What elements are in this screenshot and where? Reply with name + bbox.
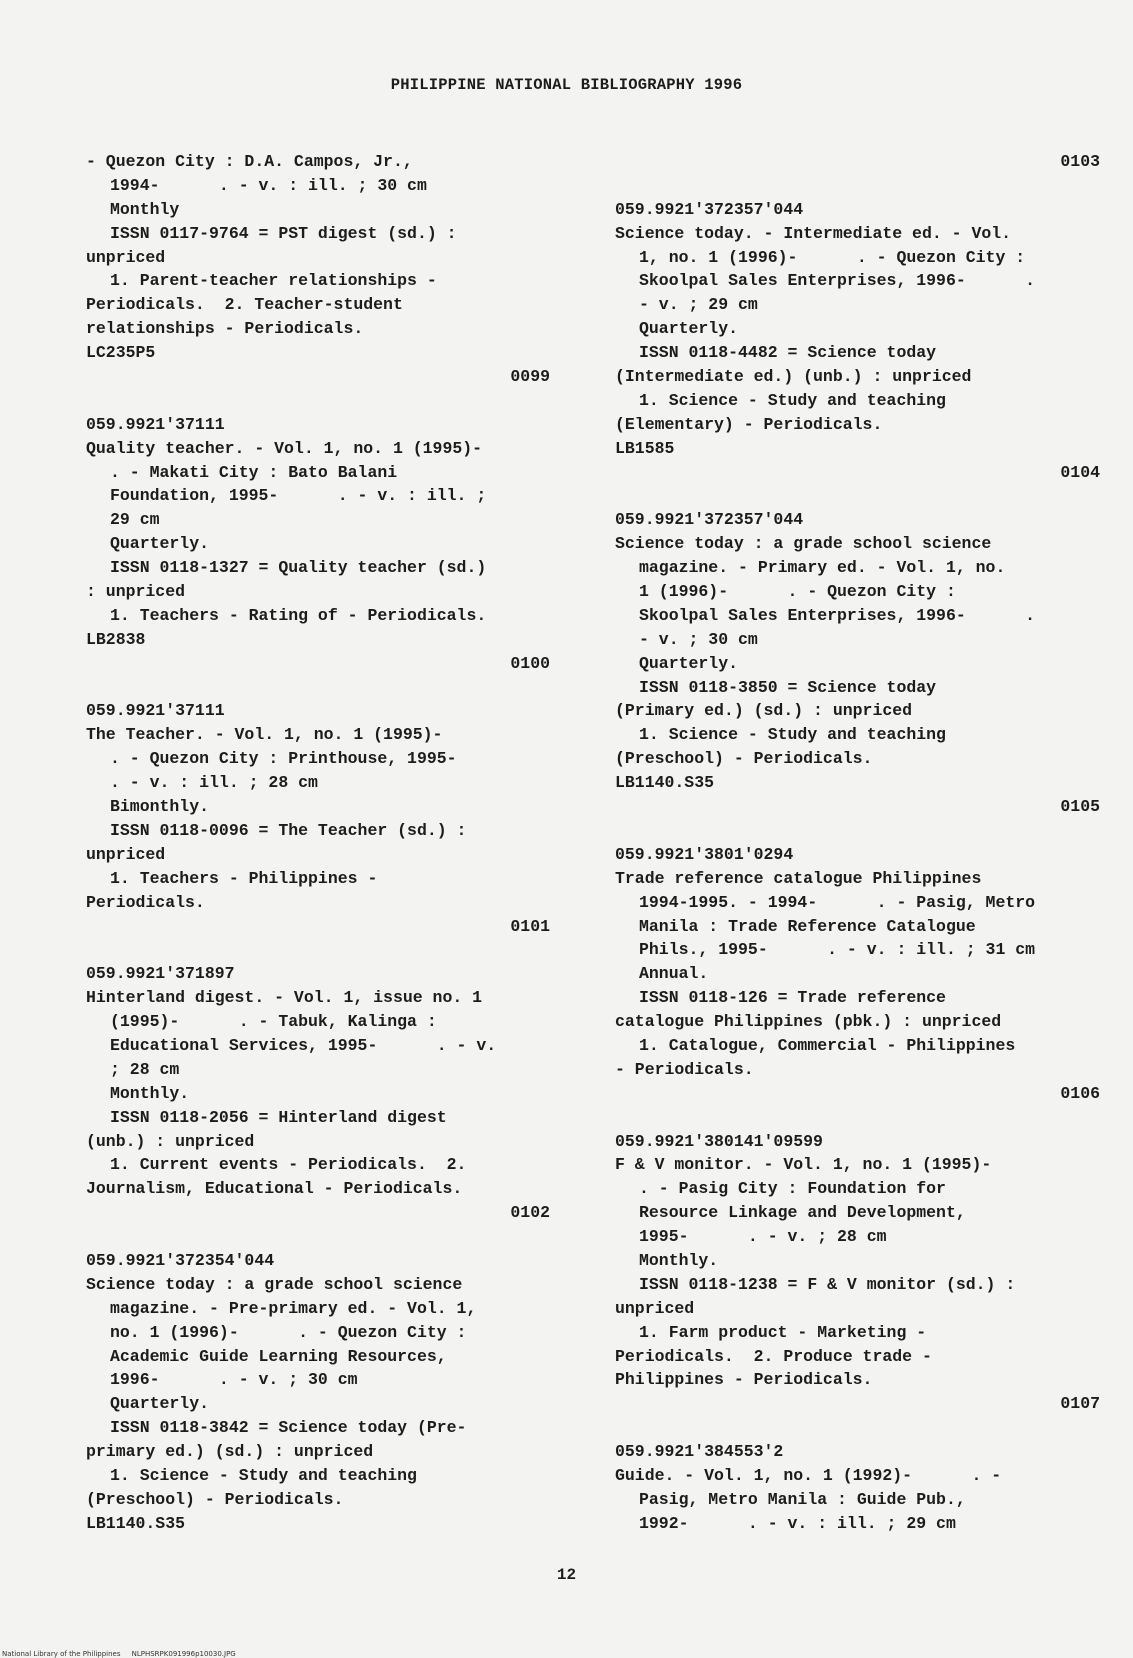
text-line: (Primary ed.) (sd.) : unpriced [615, 701, 913, 721]
text-line: 1. Catalogue, Commercial - Philippines [639, 1035, 1016, 1055]
text-line: magazine. - Primary ed. - Vol. 1, no. [639, 558, 1006, 578]
left-column [86, 150, 556, 1536]
text-line: Educational Services, 1995- . - v. [110, 1035, 497, 1055]
text-line: Periodicals. 2. Teacher-student [86, 295, 403, 315]
text-line: 1. Science - Study and teaching [110, 1465, 417, 1485]
text-line: 1. Teachers - Philippines - [110, 868, 378, 888]
text-line: 059.9921'37111 [86, 414, 225, 434]
text-line: ISSN 0118-0096 = The Teacher (sd.) : [110, 820, 467, 840]
text-line: LB1585 [615, 438, 675, 458]
text-line: Manila : Trade Reference Catalogue [639, 916, 976, 936]
text-line: The Teacher. - Vol. 1, no. 1 (1995)- [86, 725, 443, 745]
text-line: ISSN 0118-2056 = Hinterland digest [110, 1107, 447, 1127]
text-line: Skoolpal Sales Enterprises, 1996- . [639, 271, 1036, 291]
page-number: 12 [556, 1566, 577, 1584]
text-line: Skoolpal Sales Enterprises, 1996- . [639, 605, 1036, 625]
text-line: Periodicals. 2. Produce trade - [615, 1346, 932, 1366]
text-line: ISSN 0118-1327 = Quality teacher (sd.) [110, 558, 487, 578]
text-line: LC235P5 [86, 343, 156, 363]
text-line: no. 1 (1996)- . - Quezon City : [110, 1322, 467, 1342]
text-line: . - Quezon City : Printhouse, 1995- [110, 749, 457, 769]
text-line: Science today : a grade school science [86, 1274, 463, 1294]
text-line: F & V monitor. - Vol. 1, no. 1 (1995)- [615, 1155, 992, 1175]
text-line: (Elementary) - Periodicals. [615, 414, 883, 434]
page-title: PHILIPPINE NATIONAL BIBLIOGRAPHY 1996 [390, 76, 743, 94]
text-line: 1. Current events - Periodicals. 2. [110, 1155, 467, 1175]
entry-number: 0105 [1060, 797, 1100, 817]
text-line: Science today. - Intermediate ed. - Vol. [615, 223, 1012, 243]
spacer [615, 1416, 1100, 1440]
text-line: 1. Farm product - Marketing - [639, 1322, 927, 1342]
text-line: 059.9921'384553'2 [615, 1442, 784, 1462]
entry-number: 0100 [510, 653, 550, 673]
text-line: - v. ; 29 cm [639, 295, 758, 315]
text-line: 1994-1995. - 1994- . - Pasig, Metro [639, 892, 1036, 912]
text-line: 059.9921'371897 [86, 964, 235, 984]
text-line: 1995- . - v. ; 28 cm [639, 1227, 887, 1247]
text-line: Foundation, 1995- . - v. : ill. ; [110, 486, 487, 506]
text-line: (1995)- . - Tabuk, Kalinga : [110, 1012, 437, 1032]
text-line: Phils., 1995- . - v. : ill. ; 31 cm [639, 940, 1036, 960]
text-line: 059.9921'372357'044 [615, 199, 804, 219]
text-line: (Intermediate ed.) (unb.) : unpriced [615, 367, 972, 387]
text-line: 1. Science - Study and teaching [639, 390, 946, 410]
text-line: Pasig, Metro Manila : Guide Pub., [639, 1489, 966, 1509]
text-line: (unb.) : unpriced [86, 1131, 255, 1151]
text-line: . - Makati City : Bato Balani [110, 462, 398, 482]
text-line: Academic Guide Learning Resources, [110, 1346, 447, 1366]
spacer [86, 389, 556, 413]
text-line: 1994- . - v. : ill. ; 30 cm [110, 175, 427, 195]
text-line: 1992- . - v. : ill. ; 29 cm [639, 1513, 956, 1533]
entry-number: 0104 [1060, 462, 1100, 482]
text-line: Monthly. [110, 1083, 190, 1103]
entry-number: 0101 [510, 916, 550, 936]
text-line: . - Pasig City : Foundation for [639, 1179, 946, 1199]
text-line: LB1140.S35 [86, 1513, 186, 1533]
text-line: Quarterly. [639, 653, 739, 673]
text-line: Science today : a grade school science [615, 534, 992, 554]
text-line: 1, no. 1 (1996)- . - Quezon City : [639, 247, 1026, 267]
text-line: Periodicals. [86, 892, 205, 912]
text-line: magazine. - Pre-primary ed. - Vol. 1, [110, 1298, 477, 1318]
text-line: Monthly [110, 199, 180, 219]
text-line: Quarterly. [110, 1394, 210, 1414]
text-line: Quarterly. [639, 319, 739, 339]
text-line: ISSN 0118-3850 = Science today [639, 677, 937, 697]
text-line: ISSN 0118-4482 = Science today [639, 343, 937, 363]
text-line: Annual. [639, 964, 709, 984]
text-line: 1. Teachers - Rating of - Periodicals. [110, 605, 487, 625]
text-line: 059.9921'3801'0294 [615, 844, 794, 864]
text-line: unpriced [615, 1298, 695, 1318]
text-line: LB1140.S35 [615, 773, 715, 793]
spacer [615, 819, 1100, 843]
text-line: ISSN 0117-9764 = PST digest (sd.) : [110, 223, 457, 243]
text-line: 059.9921'372354'044 [86, 1250, 275, 1270]
text-line: 059.9921'372357'044 [615, 510, 804, 530]
text-line: unpriced [86, 844, 166, 864]
spacer [615, 174, 1100, 198]
spacer [615, 1106, 1100, 1130]
text-line: Quality teacher. - Vol. 1, no. 1 (1995)- [86, 438, 483, 458]
text-line: 059.9921'380141'09599 [615, 1131, 823, 1151]
entry-number: 0107 [1060, 1394, 1100, 1414]
text-line: Trade reference catalogue Philippines [615, 868, 982, 888]
text-line: Quarterly. [110, 534, 210, 554]
text-line: - Periodicals. [615, 1059, 754, 1079]
spacer [86, 938, 556, 962]
text-line: 059.9921'37111 [86, 701, 225, 721]
text-line: ; 28 cm [110, 1059, 180, 1079]
entry-number: 0102 [510, 1203, 550, 1223]
spacer [86, 676, 556, 700]
text-line: Monthly. [639, 1250, 719, 1270]
entry-number: 0106 [1060, 1083, 1100, 1103]
text-line: (Preschool) - Periodicals. [615, 749, 873, 769]
text-line: LB2838 [86, 629, 146, 649]
text-line: 1996- . - v. ; 30 cm [110, 1370, 358, 1390]
spacer [615, 484, 1100, 508]
text-line: : unpriced [86, 582, 186, 602]
scan-footer: National Library of the Philippines NLPHSRPK091996p10030.JPG [2, 1650, 236, 1658]
text-line: Bimonthly. [110, 797, 210, 817]
text-line: - v. ; 30 cm [639, 629, 758, 649]
text-line: ISSN 0118-1238 = F & V monitor (sd.) : [639, 1274, 1016, 1294]
text-line: Resource Linkage and Development, [639, 1203, 966, 1223]
text-line: primary ed.) (sd.) : unpriced [86, 1442, 374, 1462]
entry-number: 0103 [1060, 152, 1100, 171]
text-line: ISSN 0118-3842 = Science today (Pre- [110, 1418, 467, 1438]
entry-number: 0099 [510, 367, 550, 387]
text-line: Guide. - Vol. 1, no. 1 (1992)- . - [615, 1465, 1002, 1485]
text-line: Journalism, Educational - Periodicals. [86, 1179, 463, 1199]
text-line: ISSN 0118-126 = Trade reference [639, 988, 946, 1008]
text-line: . - v. : ill. ; 28 cm [110, 773, 318, 793]
text-line: Philippines - Periodicals. [615, 1370, 873, 1390]
text-line: unpriced [86, 247, 166, 267]
text-line: (Preschool) - Periodicals. [86, 1489, 344, 1509]
right-column [615, 150, 1100, 1536]
text-line: 1. Parent-teacher relationships - [110, 271, 437, 291]
text-line: 1 (1996)- . - Quezon City : [639, 582, 956, 602]
text-line: relationships - Periodicals. [86, 319, 364, 339]
text-line: - Quezon City : D.A. Campos, Jr., [86, 152, 413, 171]
text-line: catalogue Philippines (pbk.) : unpriced [615, 1012, 1002, 1032]
spacer [86, 1225, 556, 1249]
text-line: 1. Science - Study and teaching [639, 725, 946, 745]
text-line: 29 cm [110, 510, 160, 530]
text-line: Hinterland digest. - Vol. 1, issue no. 1 [86, 988, 483, 1008]
